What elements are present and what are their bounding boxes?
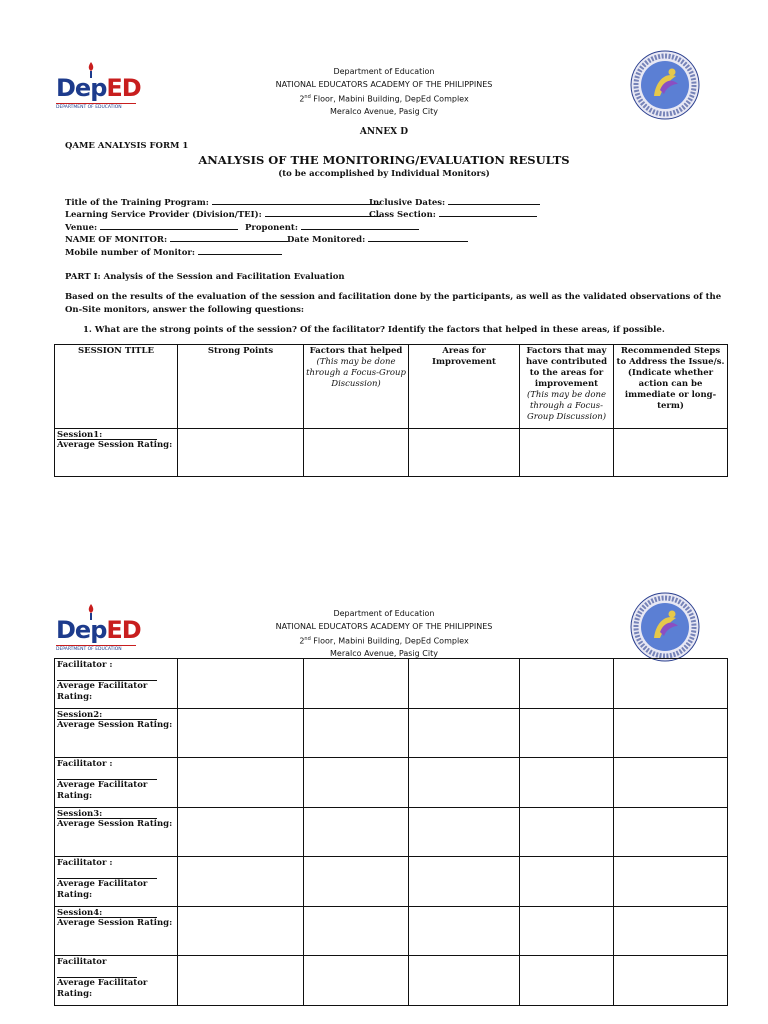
facilitator-3-cell[interactable]: Facilitator : Average Facilitator Rating: — [55, 857, 178, 907]
table-cell[interactable] — [304, 857, 409, 907]
table-row — [55, 956, 728, 1006]
logo-word-de: De — [56, 74, 91, 102]
table-cell[interactable] — [614, 709, 728, 758]
annex-label: ANNEX D — [359, 127, 409, 137]
table-cell[interactable] — [409, 907, 520, 956]
table-cell[interactable] — [614, 857, 728, 907]
deped-logo: DepED DEPARTMENT OF EDUCATION — [56, 614, 136, 654]
analysis-table — [54, 344, 728, 477]
letterhead-text — [200, 66, 568, 119]
logo-subtext: DEPARTMENT OF EDUCATION — [56, 103, 136, 110]
field-proponent: Proponent: — [245, 221, 419, 233]
table-cell[interactable] — [520, 659, 614, 709]
table-row — [55, 429, 728, 477]
field-venue: Venue: — [65, 221, 238, 233]
table-cell[interactable] — [178, 709, 304, 758]
table-cell[interactable] — [409, 758, 520, 808]
table-cell[interactable] — [614, 758, 728, 808]
letterhead-text: Department of Education NATIONAL EDUCATORS ACADEMY OF THE PHILIPPINES 2nd Floor, Mabini Building, DepEd Complex Meralco Avenue, Pasig City — [275, 609, 493, 659]
table-cell[interactable] — [178, 808, 304, 857]
table-cell[interactable] — [304, 907, 409, 956]
class-section-input[interactable] — [439, 208, 537, 217]
training-program-input[interactable] — [212, 196, 380, 205]
letterhead-page-2 — [0, 540, 768, 660]
table-cell[interactable] — [614, 808, 728, 857]
letterhead-line-3: 2nd Floor, Mabini Building, DepEd Complex — [299, 94, 469, 104]
table-row — [55, 808, 728, 857]
table-cell[interactable] — [614, 907, 728, 956]
table-cell[interactable] — [304, 758, 409, 808]
form-title: ANALYSIS OF THE MONITORING/EVALUATION RESULTS — [198, 153, 570, 167]
table-cell[interactable] — [178, 857, 304, 907]
analysis-table-continued — [54, 658, 728, 1006]
table-cell[interactable] — [178, 758, 304, 808]
letterhead-line-1: Department of Education — [333, 67, 435, 76]
proponent-input[interactable] — [301, 221, 419, 230]
field-inclusive-dates: Inclusive Dates: — [369, 196, 540, 208]
part-1-instructions: Based on the results of the evaluation of the session and facilitation done by the participants, as well as the validated observations of the On-Site monitors, answer the following questions: — [65, 292, 722, 315]
session-2-cell[interactable]: Session2: Average Session Rating: — [55, 709, 178, 758]
table-cell[interactable] — [520, 758, 614, 808]
neap-seal-icon — [630, 592, 700, 662]
facilitator-1-cell[interactable]: Facilitator : Average Facilitator Rating: — [55, 659, 178, 709]
field-monitor: NAME OF MONITOR: — [65, 233, 288, 245]
field-date-monitored: Date Monitored: — [287, 233, 468, 245]
facilitator-2-cell[interactable]: Facilitator : Average Facilitator Rating: — [55, 758, 178, 808]
table-cell[interactable] — [178, 907, 304, 956]
table-cell[interactable] — [409, 429, 520, 477]
table-cell[interactable] — [409, 659, 520, 709]
field-class-section: Class Section: — [369, 208, 537, 220]
table-cell[interactable] — [520, 857, 614, 907]
table-row — [55, 857, 728, 907]
col-areas-improvement: Areas for Improvement — [409, 345, 520, 429]
part-1-heading: PART I: Analysis of the Session and Facilitation Evaluation — [65, 272, 345, 282]
table-header-row — [55, 345, 728, 429]
deped-logo: DepED DEPARTMENT OF EDUCATION — [56, 72, 136, 112]
form-code: QAME ANALYSIS FORM 1 — [65, 141, 189, 151]
col-recommended-steps: Recommended Steps to Address the Issue/s. (Indicate whether action can be immediate or long-term) — [614, 345, 728, 429]
table-cell[interactable] — [304, 659, 409, 709]
table-cell[interactable] — [178, 429, 304, 477]
table-cell[interactable] — [409, 857, 520, 907]
table-cell[interactable] — [304, 808, 409, 857]
table-cell[interactable] — [178, 659, 304, 709]
table-cell[interactable] — [614, 956, 728, 1006]
table-cell[interactable] — [520, 709, 614, 758]
field-training-program: Title of the Training Program: — [65, 196, 380, 208]
table-row — [55, 907, 728, 956]
col-factors-contributed: Factors that may have contributed to the areas for improvement (This may be done through a Focus-Group Discussion) — [520, 345, 614, 429]
session-3-cell[interactable]: Session3: Average Session Rating: — [55, 808, 178, 857]
letterhead-line-2: NATIONAL EDUCATORS ACADEMY OF THE PHILIPPINES — [275, 79, 493, 89]
venue-input[interactable] — [100, 221, 238, 230]
question-1: 1. What are the strong points of the session? Of the facilitator? Identify the factors that helped in these areas, if possible. — [83, 325, 665, 335]
table-cell[interactable] — [520, 956, 614, 1006]
session-1-cell[interactable]: Session1: Average Session Rating: — [55, 429, 178, 477]
form-subtitle: (to be accomplished by Individual Monitors) — [278, 169, 490, 179]
letterhead-line-4: Meralco Avenue, Pasig City — [330, 107, 438, 117]
facilitator-4-cell[interactable]: Facilitator Average Facilitator Rating: — [55, 956, 178, 1006]
session-4-cell[interactable]: Session4: Average Session Rating: — [55, 907, 178, 956]
table-cell[interactable] — [304, 956, 409, 1006]
table-cell[interactable] — [614, 429, 728, 477]
table-cell[interactable] — [409, 709, 520, 758]
table-cell[interactable] — [520, 808, 614, 857]
table-row — [55, 709, 728, 758]
field-mobile: Mobile number of Monitor: — [65, 246, 282, 258]
table-cell[interactable] — [178, 956, 304, 1006]
table-cell[interactable] — [520, 907, 614, 956]
table-row — [55, 659, 728, 709]
mobile-input[interactable] — [198, 246, 282, 255]
letterhead — [0, 0, 768, 120]
table-cell[interactable] — [409, 808, 520, 857]
table-cell[interactable] — [520, 429, 614, 477]
field-lsp: Learning Service Provider (Division/TEI): — [65, 208, 381, 220]
lsp-input[interactable] — [265, 208, 381, 217]
table-cell[interactable] — [409, 956, 520, 1006]
table-row — [55, 758, 728, 808]
table-cell[interactable] — [614, 659, 728, 709]
inclusive-dates-input[interactable] — [448, 196, 540, 205]
table-cell[interactable] — [304, 709, 409, 758]
col-session-title: SESSION TITLE — [55, 345, 178, 429]
table-cell[interactable] — [304, 429, 409, 477]
form-page-2 — [0, 540, 768, 1024]
logo-word-ed: ED — [106, 74, 141, 102]
date-monitored-input[interactable] — [368, 233, 468, 242]
col-factors-helped: Factors that helped (This may be done through a Focus-Group Discussion) — [304, 345, 409, 429]
monitor-input[interactable] — [170, 233, 288, 242]
col-strong-points: Strong Points — [178, 345, 304, 429]
neap-seal-icon — [630, 50, 700, 120]
